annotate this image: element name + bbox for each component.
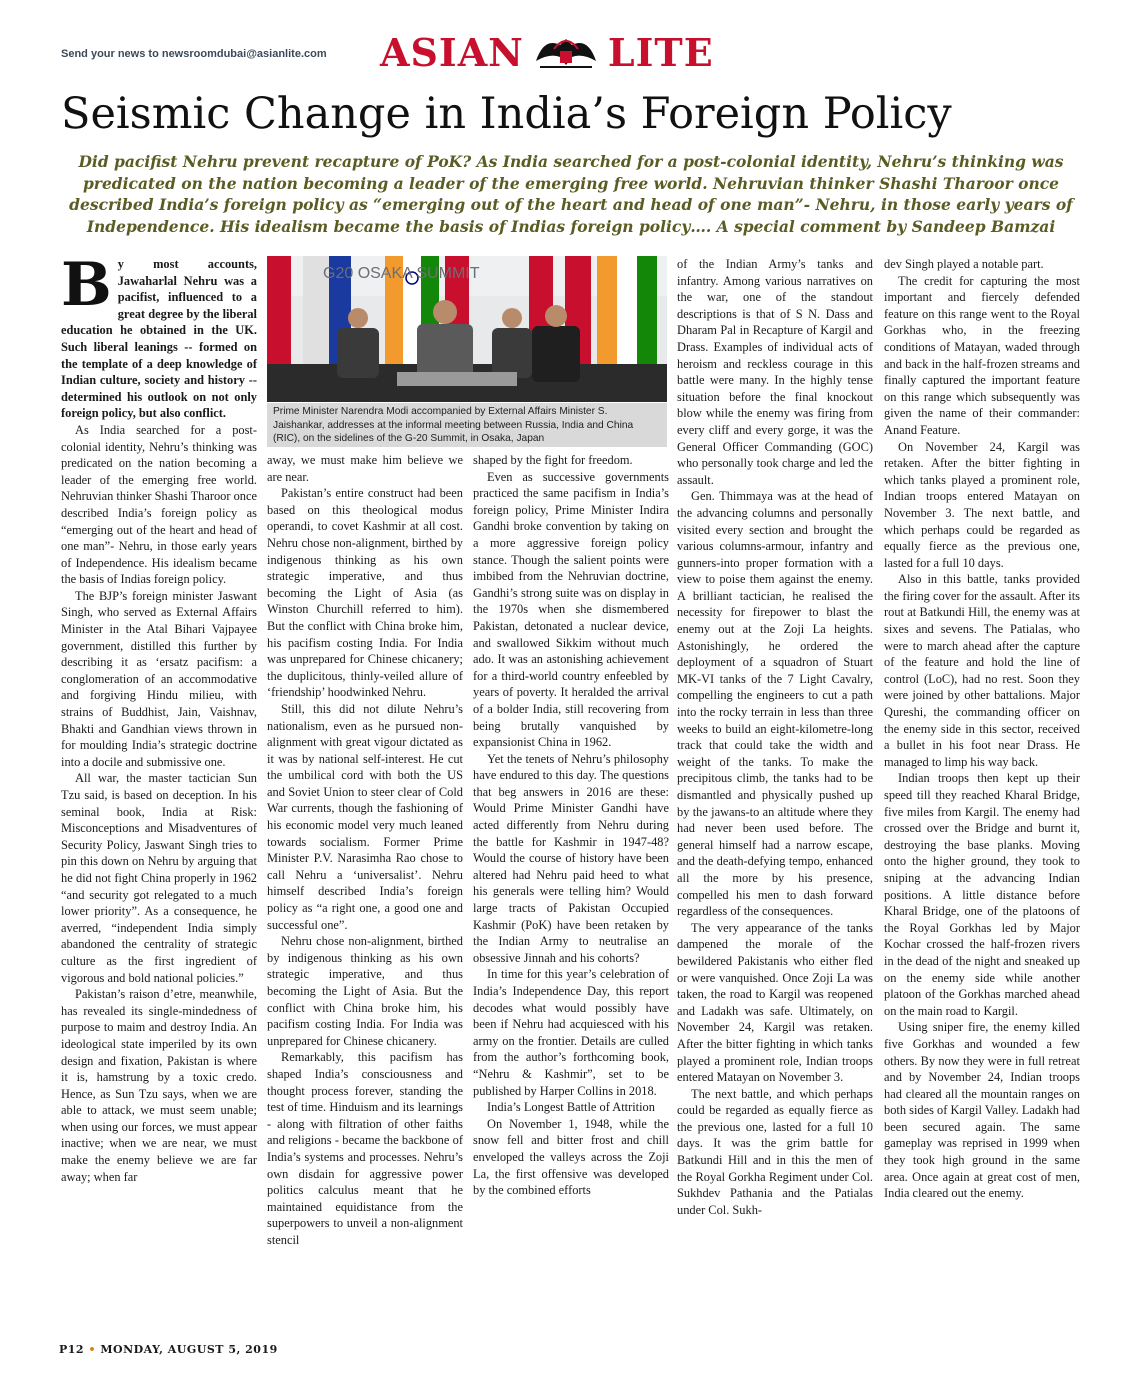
flag-red [267,256,291,366]
paragraph: of the Indian Army’s tanks and infantry. Among various narratives on the war, one of the standout descriptions is that of S N. Dass and Dharam Pal in Recapture of Kargil and Drass. Examples of individual acts of heroism and reckless courage in this battle were many. In the highly tense situation before the final knockout blow while the enemy was firing from every cliff and every gorge, it was the General Officer Commanding (GOC) who personally took charge and led the assault. [677,257,873,487]
photo-caption: Prime Minister Narendra Modi accompanied by External Affairs Minister S. Jaishankar, addresses at the informal meeting between Russia, India and China (RIC), on the sidelines of the G-20 Summit, in Osaka, Japan [267,403,667,447]
paragraph: Pakistan’s entire construct had been based on this theological modus operandi, to covet Kashmir at all cost. Nehru chose non-alignment, birthed by indigenous thinking as his own strategic imperative, and thus becoming the Light of Asia (as Winston Churchill referred to him). But the conflict with China broke him, his pacifism costing India. For India was unprepared for Chinese chicanery; the duplicitous, thinly-veiled allure of ‘friendship’ hoodwinked Nehru. [267,486,463,700]
paragraph: In time for this year’s celebration of India’s Independence Day, this report decodes what would possibly have been if Nehru had acquiesced with his army on the frontier. Details are culled from the author’s forthcoming book, “Nehru & Kashmir”, set to be published by Harper Collins in 2018. [473,967,669,1098]
paragraph: shaped by the fight for freedom. [473,453,633,467]
masthead-logo [380,30,740,76]
paragraph: As India searched for a post-colonial identity, Nehru’s thinking was predicated on the nation becoming a leader of the emerging free world. Nehruvian thinker Shashi Tharoor once described India’s foreign policy as “emerging out of the heart and head of one man”- Nehru, in those early years of Independence. His idealism became the basis of Indias foreign policy. [61,422,257,587]
paragraph: Even as successive governments practiced the same pacifism in India’s foreign policy, Prime Minister Indira Gandhi broke convention by taking on a more aggressive foreign policy stance. Though the salient points were imbibed from the Nehruvian doctrine, Gandhi’s strong suite was on display in the 1970s when she dismembered Pakistan, detonated a nuclear device, and swallowed Sikkim without much ado. It was an astonishing achievement for a third-world country enfeebled by years of poverty. It heralded the arrival of a bolder India, still recovering from being brutally vanquished by expansionist China in 1962. [473,469,669,750]
paragraph: Yet the tenets of Nehru’s philosophy have endured to this day. The questions that beg answers in 2016 are these: Would Prime Minister Gandhi have acted differently from Nehru during the battle for Kashmir in 1947-48? Would the course of history have been altered had Nehru paid heed to what his generals were telling him? Would large tracts of Pakistan Occupied Kashmir (PoK) have been retaken by the Indian Army to neutralise an obsessive Jinnah and his cohorts? [473,751,669,965]
paragraph: On November 24, Kargil was retaken. After the bitter fighting in which tanks played a prominent role, Indian troops entered Matayan on November 3. The next battle, and which perhaps could be regarded as equally fierce as the previous one, lasted for a full 10 days. [884,439,1080,570]
paragraph: Pakistan’s raison d’etre, meanwhile, has revealed its single-mindedness of purpose to maim and destroy India. An ideological state imperiled by its own design and fixation, Pakistan is where it is, hamstrung by a toxic credo. Hence, as Sun Tzu says, when we are able to attack, we must seem unable; when using our forces, we must appear inactive; when we are near, we must make the enemy believe we are far away; when far [61,987,257,1184]
logo-word-right: LITE [607,30,714,75]
summit-photo-illustration [267,256,667,402]
logo-word-left: ASIAN [380,30,524,75]
issue-date: MONDAY, AUGUST 5, 2019 [100,1343,278,1356]
standfirst: Did pacifist Nehru prevent recapture of PoK? As India searched for a post-colonial identity, Nehru’s thinking was predicated on the nation becoming a leader of the emerging free world. Nehruvian thinker Shashi Tharoor once described India’s foreign policy as “emerging out of the heart and head of one man”- Nehru, in those early years of Independence. His idealism became the basis of Indias foreign policy…. A special comment by Sandeep Bamzai [69,152,1073,236]
paragraph: On November 1, 1948, while the snow fell and bitter frost and chill enveloped the valleys across the Zoji La, the first offensive was developed by the combined efforts [473,1116,669,1198]
paragraph: The very appearance of the tanks dampened the morale of the bewildered Pakistanis who either fled or were vanquished. Once Zoji La was taken, the road to Kargil was reopened and Ladakh was safe. Ultimately, on November 24, Kargil was retaken. After the bitter fighting in which tanks played a prominent role, Indian troops entered Matayan on November 3. [677,920,873,1085]
lead-paragraph [61,250,257,422]
paragraph: Indian troops then kept up their speed till they reached Kharal Bridge, five miles from Kargil. The enemy had crossed over the Bridge and burnt it, destroying the base planks. Moving onto the higher ground, they took to sniping at the advancing Indian positions. A little distance before Kharal Bridge, one of the platoons of the Royal Gorkhas led by Major Kochar crossed the half-frozen rivers in the dead of the night and sneaked up on the enemy side while another platoon of the Gorkhas marched ahead on the main road to Kargil. [884,771,1080,1018]
lead-text: y most accounts, Jawaharlal Nehru was a pacifist, influenced to a great degree by the liberal education he obtained in the UK. Such liberal leanings -- formed on the template of a deep knowledge of Indian culture, society and history -- determined his outlook on not only foreign policy, but also conflict. [61,257,257,421]
subheading: India’s Longest Battle of Attrition [487,1100,655,1115]
paragraph: Remarkably, this pacifism has shaped India’s consciousness and thought process forever, standing the test of time. Hinduism and its learnings - along with filtration of other faiths and religions - became the backbone of India’s systems and processes. Nehru’s own disdain for aggressive power politics calculus meant that he maintained equidistance from the superpowers to unveil a non-alignment stencil [267,1050,463,1247]
backdrop-text: G20 OSAKA SUMMIT [323,265,480,282]
paragraph: Using sniper fire, the enemy killed five Gorkhas and wounded a few others. By now they were in full retreat and by November 24, Indian troops had cleared all the mountain ranges on both sides of Kargil Valley. Ladakh had been secured again. The same gameplay was reprised in 1999 when they took high ground in the same area. Once again at great cost of men, India cleared out the enemy. [884,1020,1080,1201]
paragraph: away, we must make him believe we are near. [267,453,463,484]
article-column-1 [61,250,257,1185]
article-column-3 [473,452,669,1199]
paragraph: Also in this battle, tanks provided the firing cover for the assault. After its rout at Batkundi Hill, the enemy was at sixes and sevens. The Patialas, who were to march ahead after the capture of the feature and hold the line of control (LoC), had no rest. Soon they were joined by other battalions. Major Qureshi, the commanding officer on the enemy side in this sector, received a bullet in his foot near Drass. He managed to limp his way back. [884,572,1080,769]
page-footer [59,1343,278,1356]
paragraph: The next battle, and which perhaps could be regarded as equally fierce as the previous one, lasted for a full 10 days. It was the grim battle for Batkundi Hill and in this the men of the Royal Gorkha Regiment under Col. Sukhdev Pathania and the Patialas under Col. Sukh- [677,1086,873,1217]
contact-line: Send your news to newsroomdubai@asianlite.com [61,48,327,60]
drop-cap: B [61,250,112,320]
article-photo [267,256,667,402]
page-number: P12 [59,1343,85,1356]
paragraph: Gen. Thimmaya was at the head of the advancing columns and personally visited every section and brought the various columns-armour, infantry and gunners-into proper formation with a view to poise them against the enemy. A brilliant tactician, he realised the necessity for firepower to blast the enemy out at the Zoji La heights. Astonishingly, he ordered the deployment of a squadron of Stuart MK-VI tanks of the 7 Light Cavalry, compelling the engineers to cut a path into the rocky terrain in less than three weeks to build an eight-kilometre-long track that could take the width and weight of the tanks. To make the precipitous climb, the tanks had to be dismantled and physically pushed up by the jawans-to an altitude where they had never been used before. The general himself had a narrow escape, and the death-defying tempo, enhanced all the more by his presence, compelled his men to dash forward regardless of the consequences. [677,489,873,919]
article-column-4 [677,256,873,1218]
separator-dot-icon: • [88,1343,96,1356]
article-column-5 [884,256,1080,1202]
paragraph: Still, this did not dilute Nehru’s nationalism, even as he pursued non-alignment with great vigour dictated as it was by national self-interest. He cut the umbilical cord with both the US and Soviet Union to steer clear of Cold War currents, though the fashioning of his economic model very much leaned towards socialism. Former Prime Minister P.V. Narasimha Rao chose to call Nehru a ‘universalist’. Nehru himself described India’s foreign policy as “a right one, a good one and successful one”. [267,701,463,932]
paragraph: The credit for capturing the most important and fiercely defended feature on this range went to the Royal Gorkhas who, in the freezing conditions of Matayan, waded through and back in the half-frozen streams and finally captured the important feature on this range which subsequently was given the name of their commander: Anand Feature. [884,273,1080,437]
paragraph: Nehru chose non-alignment, birthed by indigenous thinking as his own strategic imperative, and thus becoming the Light of Asia. But the conflict with China broke him, his pacifism costing India. For India was unprepared for Chinese chicanery. [267,934,463,1048]
article-column-2 [267,452,463,1249]
crest-emblem-icon [530,31,602,75]
paragraph: The BJP’s foreign minister Jaswant Singh, who served as External Affairs Minister in the Atal Bihari Vajpayee government, distilled this further by describing it as ‘ersatz pacifism: a conglomeration of an accommodative and forgiving Hindu milieu, with strains of Buddhist, Jain, Vaishnav, Bhakti and Gandhian views thrown in for moulding India’s strategic doctrine into a docile and submissive one. [61,588,257,769]
headline: Seismic Change in India’s Foreign Policy [61,89,952,139]
paragraph: dev Singh played a notable part. [884,257,1044,271]
paragraph: All war, the master tactician Sun Tzu said, is based on deception. In his seminal book, India at Risk: Misconceptions and Misadventures of Security Policy, Jaswant Singh tries to pin this down on Nehru by arguing that he did not fight China properly in 1962 “and security got relegated to a much lower priority”. As a consequence, he averred, “independent India simply abandoned the centrality of strategic culture as the first ingredient of vigorous and bold national policies.” [61,771,257,985]
